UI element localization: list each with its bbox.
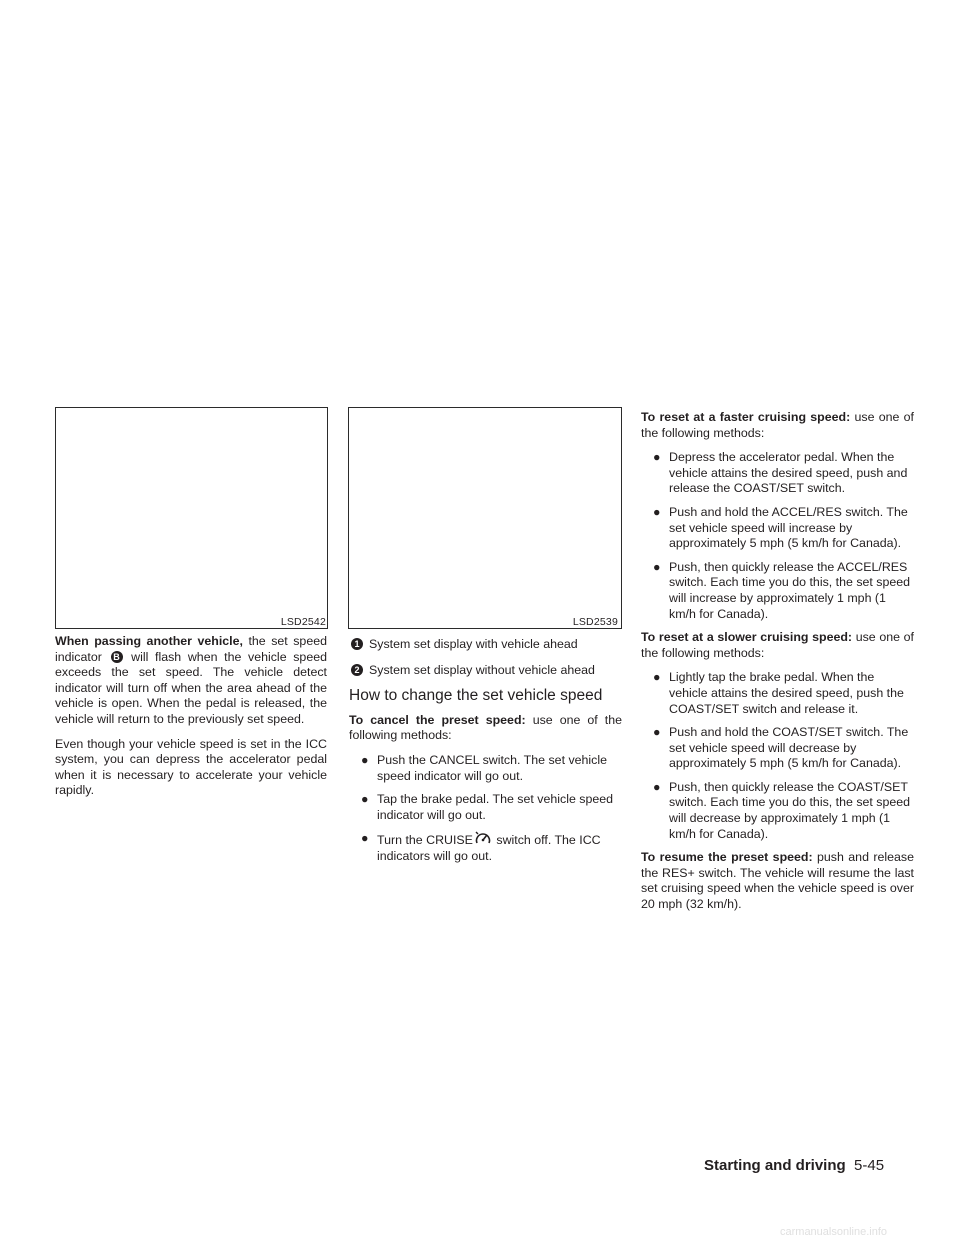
bullet: ●: [653, 450, 661, 465]
section-name: Starting and driving: [704, 1157, 846, 1174]
bullet: ●: [653, 779, 661, 794]
bullet: ●: [361, 752, 369, 767]
list-item: ● Push, then quickly release the COAST/SET switch. Each time you do this, the set speed will decrease by approximately 1 mph (1 km/h for Canada).: [653, 779, 911, 841]
list-item: ● Push and hold the COAST/SET switch. The set vehicle speed will decrease by approximately 5 mph (5 km/h for Canada).: [653, 725, 909, 771]
cruise-speedometer-icon: [475, 831, 491, 845]
list-item: ● Push, then quickly release the ACCEL/RES switch. Each time you do this, the set speed will increase by approximately 1 mph (1 km/h for Canada).: [653, 559, 911, 621]
paragraph: To reset at a slower cruising speed: use one of the following methods:: [641, 630, 915, 660]
paragraph: To cancel the preset speed: use one of the following methods:: [349, 712, 623, 743]
paragraph: To reset at a faster cruising speed: use one of the following methods:: [641, 410, 914, 440]
column-3: [641, 410, 914, 922]
run-in-heading: To cancel the preset speed:: [349, 712, 526, 727]
bullet: ●: [361, 831, 369, 846]
callout-marker-b: B: [111, 651, 123, 663]
paragraph: When passing another vehicle, the set speed indicator B will flash when the vehicle speed exceeds the set speed. The vehicle detect indicator will turn off when the area ahead of the vehicle is open. When the pedal is released, the vehicle will return to the previously set speed.: [55, 634, 327, 726]
run-in-heading: To resume the preset speed:: [641, 850, 813, 865]
column-2: [349, 637, 622, 873]
run-in-heading: To reset at a slower cruising speed:: [641, 630, 853, 645]
bullet: ●: [361, 792, 369, 807]
paragraph: To resume the preset speed: push and release the RES+ switch. The vehicle will resume the last set cruising speed when the vehicle speed is over 20 mph (32 km/h).: [641, 850, 915, 912]
page-number: 5-45: [854, 1157, 885, 1174]
list-item: ● Tap the brake pedal. The set vehicle speed indicator will go out.: [361, 792, 614, 822]
callout-marker-2: 2: [351, 664, 363, 676]
list-item: ● Depress the accelerator pedal. When the vehicle attains the desired speed, push and release the COAST/SET switch.: [653, 450, 908, 496]
run-in-heading: To reset at a faster cruising speed:: [641, 410, 851, 424]
section-heading: How to change the set vehicle speed: [349, 687, 603, 705]
watermark: carmanualsonline.info: [780, 1226, 888, 1238]
list-item: ● Push the CANCEL switch. The set vehicle speed indicator will go out.: [361, 752, 608, 783]
run-in-heading: When passing another vehicle,: [55, 634, 243, 648]
callout-marker-1: 1: [351, 638, 363, 650]
page-footer: [704, 1157, 884, 1174]
bullet: ●: [653, 504, 661, 519]
column-1: [55, 634, 327, 808]
figure-lsd2542: [55, 407, 328, 629]
list-item: ● Lightly tap the brake pedal. When the vehicle attains the desired speed, push the COAST/SET switch and release it.: [653, 670, 904, 716]
list-item: ● Turn the CRUISE switch off. The ICC indicators will go out.: [361, 831, 601, 863]
figure-lsd2539: [348, 407, 622, 629]
legend-item: 1 System set display with vehicle ahead: [349, 637, 622, 653]
bullet: ●: [653, 725, 661, 740]
bullet: ●: [653, 670, 661, 685]
figure-code: LSD2539: [572, 616, 618, 628]
legend-item: 2 System set display without vehicle ahead: [349, 663, 622, 679]
paragraph: Even though your vehicle speed is set in the ICC system, you can depress the accelerator pedal when it is necessary to accelerate your vehicle rapidly.: [55, 736, 327, 798]
list-item: ● Push and hold the ACCEL/RES switch. The set vehicle speed will increase by approximately 5 mph (5 km/h for Canada).: [653, 504, 908, 551]
figure-code: LSD2542: [280, 616, 326, 628]
bullet: ●: [653, 559, 661, 574]
